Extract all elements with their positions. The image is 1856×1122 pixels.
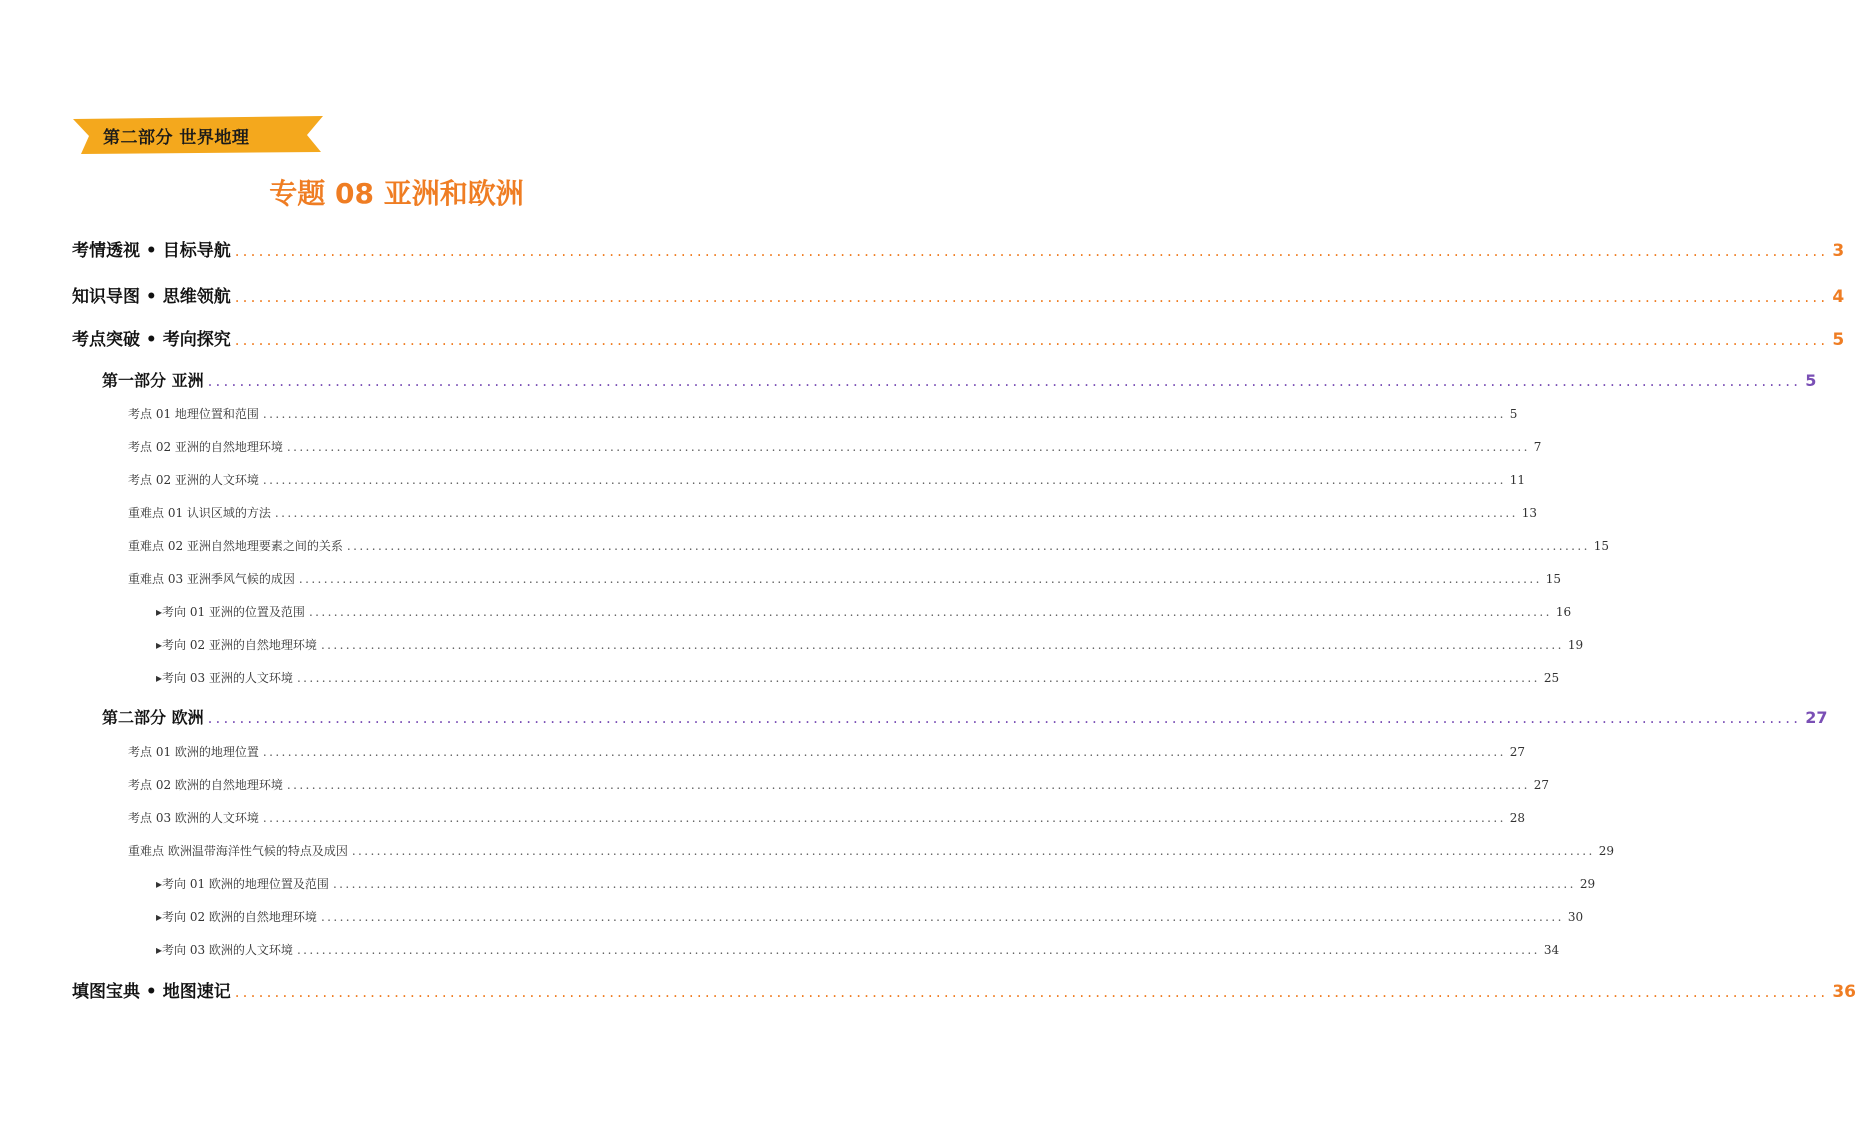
toc-leader-dots: ........................................................................................................................................................................................................ (296, 943, 1540, 957)
toc-entry-label: 重难点 欧洲温带海洋性气候的特点及成因 (128, 844, 348, 858)
toc-leader-dots: ........................................................................................................................................................................................................ (332, 877, 1576, 891)
toc-entry-page: 30 (1567, 910, 1584, 924)
toc-entry-label: ▸考向 02 欧洲的自然地理环境 (156, 910, 317, 924)
toc-entry-label: 填图宝典 • 地图速记 (72, 982, 231, 1002)
toc-entry-page: 15 (1593, 539, 1610, 553)
toc-leader-dots: ........................................................................................................................................................................................................ (320, 638, 1564, 652)
banner-text: 第二部分 世界地理 (103, 128, 250, 148)
toc-entry[interactable] (128, 743, 1526, 760)
toc-leader-dots: ........................................................................................................................................................................................................ (308, 605, 1552, 619)
toc-leader-dots: ........................................................................................................................................................................................................ (234, 983, 1829, 1001)
toc-entry[interactable] (128, 809, 1526, 826)
toc-entry-page: 29 (1579, 877, 1596, 891)
toc-leader-dots: ........................................................................................................................................................................................................ (351, 844, 1595, 858)
toc-entry-page: 13 (1521, 506, 1538, 520)
toc-leader-dots: ........................................................................................................................................................................................................ (346, 539, 1590, 553)
toc-entry-label: 第一部分 亚洲 (102, 371, 204, 390)
toc-entry-page: 36 (1832, 982, 1856, 1002)
toc-entry-page: 27 (1533, 778, 1550, 792)
toc-entry-page: 4 (1832, 287, 1845, 307)
toc-entry-page: 3 (1832, 241, 1845, 261)
toc-leader-dots: ........................................................................................................................................................................................................ (207, 709, 1802, 727)
toc-entry[interactable] (72, 325, 1845, 350)
toc-entry[interactable] (156, 941, 1560, 958)
toc-entry[interactable] (156, 875, 1596, 892)
toc-entry-label: ▸考向 01 亚洲的位置及范围 (156, 605, 305, 619)
toc-entry[interactable] (156, 636, 1584, 653)
toc-entry-label: ▸考向 03 亚洲的人文环境 (156, 671, 293, 685)
toc-entry[interactable] (128, 504, 1538, 521)
toc-entry-label: ▸考向 02 亚洲的自然地理环境 (156, 638, 317, 652)
section-banner (73, 116, 323, 154)
toc-leader-dots: ........................................................................................................................................................................................................ (262, 407, 1506, 421)
toc-entry-label: 考点 02 欧洲的自然地理环境 (128, 778, 283, 792)
toc-entry-label: 考情透视 • 目标导航 (72, 241, 231, 261)
toc-entry-label: ▸考向 03 欧洲的人文环境 (156, 943, 293, 957)
toc-entry-label: 考点 01 地理位置和范围 (128, 407, 259, 421)
toc-leader-dots: ........................................................................................................................................................................................................ (234, 242, 1829, 260)
toc-entry-page: 28 (1509, 811, 1526, 825)
toc-entry[interactable] (102, 368, 1817, 391)
toc-entry-page: 27 (1509, 745, 1526, 759)
toc-leader-dots: ........................................................................................................................................................................................................ (286, 440, 1530, 454)
toc-leader-dots: ........................................................................................................................................................................................................ (234, 288, 1829, 306)
toc-leader-dots: ........................................................................................................................................................................................................ (296, 671, 1540, 685)
toc-leader-dots: ........................................................................................................................................................................................................ (262, 745, 1506, 759)
page-title: 专题 08 亚洲和欧洲 (269, 177, 524, 210)
toc-entry[interactable] (72, 282, 1845, 307)
toc-leader-dots: ........................................................................................................................................................................................................ (274, 506, 1518, 520)
toc-entry-label: 考点 02 亚洲的自然地理环境 (128, 440, 283, 454)
toc-entry[interactable] (156, 908, 1584, 925)
toc-entry[interactable] (72, 977, 1856, 1002)
toc-entry-page: 7 (1533, 440, 1542, 454)
toc-leader-dots: ........................................................................................................................................................................................................ (207, 372, 1802, 390)
toc-entry[interactable] (156, 669, 1560, 686)
toc-leader-dots: ........................................................................................................................................................................................................ (286, 778, 1530, 792)
toc-leader-dots: ........................................................................................................................................................................................................ (320, 910, 1564, 924)
toc-entry[interactable] (156, 603, 1572, 620)
toc-entry-page: 16 (1555, 605, 1572, 619)
toc-entry[interactable] (128, 537, 1610, 554)
toc-entry[interactable] (128, 405, 1518, 422)
toc-entry-page: 5 (1805, 371, 1817, 390)
toc-entry[interactable] (128, 570, 1562, 587)
toc-entry-page: 19 (1567, 638, 1584, 652)
toc-leader-dots: ........................................................................................................................................................................................................ (262, 811, 1506, 825)
toc-leader-dots: ........................................................................................................................................................................................................ (234, 331, 1829, 349)
toc-entry-page: 27 (1805, 708, 1828, 727)
toc-entry-page: 34 (1543, 943, 1560, 957)
toc-entry[interactable] (128, 842, 1614, 859)
toc-entry-label: 重难点 01 认识区域的方法 (128, 506, 271, 520)
toc-entry[interactable] (102, 705, 1828, 728)
toc-entry-page: 25 (1543, 671, 1560, 685)
toc-entry-label: 重难点 02 亚洲自然地理要素之间的关系 (128, 539, 343, 553)
toc-entry-label: 考点 03 欧洲的人文环境 (128, 811, 259, 825)
toc-entry-page: 15 (1545, 572, 1562, 586)
toc-entry[interactable] (128, 438, 1542, 455)
toc-entry-label: 第二部分 欧洲 (102, 708, 204, 727)
toc-entry-label: 考点 02 亚洲的人文环境 (128, 473, 259, 487)
toc-entry[interactable] (128, 776, 1550, 793)
toc-entry-page: 11 (1509, 473, 1526, 487)
toc-entry-page: 5 (1832, 330, 1845, 350)
toc-entry-label: 知识导图 • 思维领航 (72, 287, 231, 307)
toc-entry[interactable] (72, 236, 1845, 261)
toc-entry-page: 5 (1509, 407, 1518, 421)
toc-entry[interactable] (128, 471, 1526, 488)
toc-entry-label: ▸考向 01 欧洲的地理位置及范围 (156, 877, 329, 891)
toc-entry-label: 考点突破 • 考向探究 (72, 330, 231, 350)
toc-entry-label: 重难点 03 亚洲季风气候的成因 (128, 572, 295, 586)
toc-entry-page: 29 (1598, 844, 1614, 858)
toc-leader-dots: ........................................................................................................................................................................................................ (262, 473, 1506, 487)
toc-entry-label: 考点 01 欧洲的地理位置 (128, 745, 259, 759)
toc-leader-dots: ........................................................................................................................................................................................................ (298, 572, 1542, 586)
